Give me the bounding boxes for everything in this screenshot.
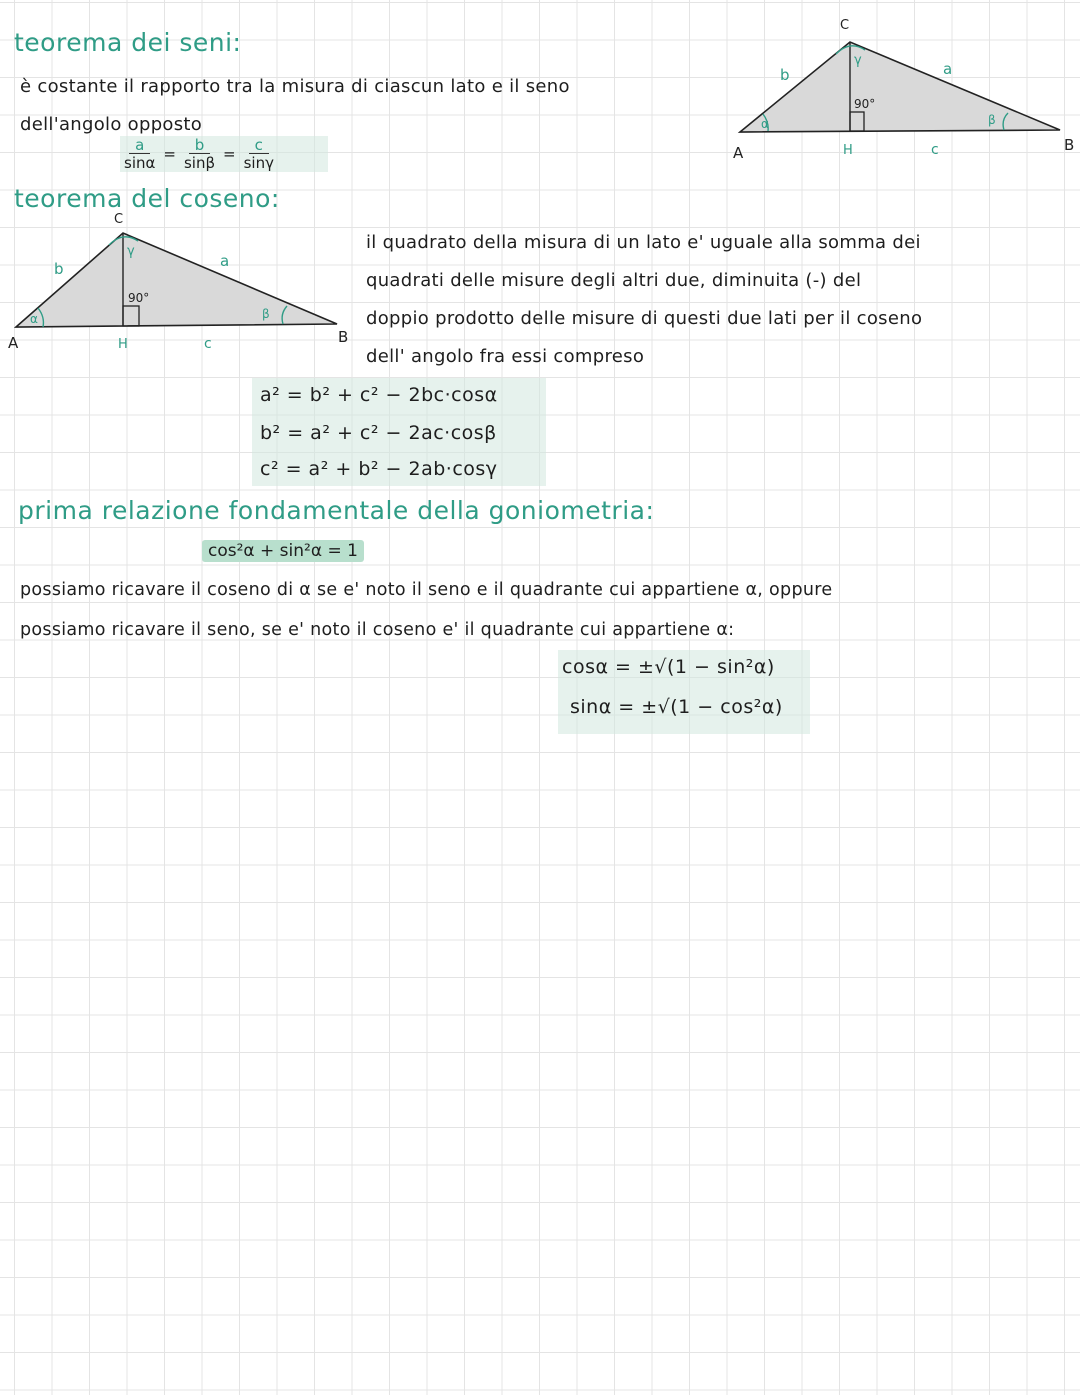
- label-right-angle: 90°: [854, 97, 876, 111]
- label-right-angle: 90°: [128, 291, 150, 305]
- fraction-b-numerator: b: [189, 137, 211, 154]
- label-side-a: a: [943, 60, 953, 78]
- cosine-formulas: [252, 378, 546, 486]
- triangle-shape: [740, 42, 1060, 132]
- equals-sign: =: [223, 145, 236, 163]
- sine-fraction-a: [124, 137, 155, 172]
- vertex-b: B: [338, 328, 349, 346]
- label-side-c: c: [931, 142, 939, 158]
- sine-formula: [120, 136, 328, 172]
- label-side-b: b: [54, 260, 64, 278]
- equals-sign: =: [163, 145, 176, 163]
- sine-text-line1: è costante il rapporto tra la misura di ciascun lato e il seno: [20, 76, 570, 97]
- vertex-c: C: [114, 212, 124, 227]
- fraction-a-denominator: sinα: [124, 153, 156, 172]
- fundamental-formulas: [558, 650, 810, 734]
- vertex-c: C: [840, 18, 850, 33]
- fundamental-text-line2: possiamo ricavare il seno, se e' noto il coseno e' il quadrante cui appartiene α:: [20, 620, 735, 640]
- cosine-theorem-title: teorema del coseno:: [14, 184, 280, 213]
- label-side-c: c: [204, 336, 212, 352]
- fundamental-relation-title: prima relazione fondamentale della goniometria:: [18, 496, 655, 525]
- cosine-formula-a: a² = b² + c² − 2bc·cosα: [260, 384, 498, 406]
- label-gamma: γ: [854, 53, 862, 68]
- sine-text-line2: dell'angolo opposto: [20, 114, 203, 135]
- label-side-b: b: [780, 66, 790, 84]
- fundamental-identity: cos²α + sin²α = 1: [202, 540, 364, 562]
- sine-theorem-title: teorema dei seni:: [14, 28, 242, 57]
- label-side-a: a: [220, 252, 230, 270]
- cosine-formula-c: c² = a² + b² − 2ab·cosγ: [260, 458, 498, 480]
- fraction-c-numerator: c: [249, 137, 269, 154]
- label-alpha: α: [30, 312, 38, 326]
- vertex-a: A: [733, 144, 744, 160]
- triangle-shape: [16, 233, 337, 327]
- foot-h: H: [118, 337, 128, 352]
- foot-h: H: [843, 143, 853, 158]
- cosine-formula-b: b² = a² + c² − 2ac·cosβ: [260, 422, 497, 444]
- sine-fraction-b: [184, 137, 215, 172]
- label-alpha: α: [761, 117, 769, 131]
- label-beta: β: [262, 307, 270, 321]
- triangle-diagram-cosine: [4, 210, 354, 360]
- sine-fraction-c: [244, 137, 274, 172]
- fraction-a-numerator: a: [129, 137, 150, 154]
- fraction-b-denominator: sinβ: [183, 153, 216, 172]
- fundamental-text-line1: possiamo ricavare il coseno di α se e' noto il seno e il quadrante cui appartiene α, oppure: [20, 580, 833, 600]
- cosine-desc-line1: il quadrato della misura di un lato e' uguale alla somma dei: [366, 232, 921, 253]
- cos-from-sin-formula: cosα = ±√(1 − sin²α): [562, 656, 775, 678]
- cosine-desc-line2: quadrati delle misure degli altri due, diminuita (-) del: [366, 270, 862, 291]
- label-beta: β: [988, 113, 996, 127]
- sin-from-cos-formula: sinα = ±√(1 − cos²α): [570, 696, 783, 718]
- cosine-desc-line3: doppio prodotto delle misure di questi due lati per il coseno: [366, 308, 923, 329]
- cosine-desc-line4: dell' angolo fra essi compreso: [366, 346, 645, 367]
- vertex-b: B: [1064, 136, 1075, 154]
- label-gamma: γ: [127, 244, 135, 259]
- vertex-a: A: [8, 334, 19, 352]
- triangle-diagram-sine: [725, 14, 1080, 160]
- fraction-c-denominator: sinγ: [243, 153, 274, 172]
